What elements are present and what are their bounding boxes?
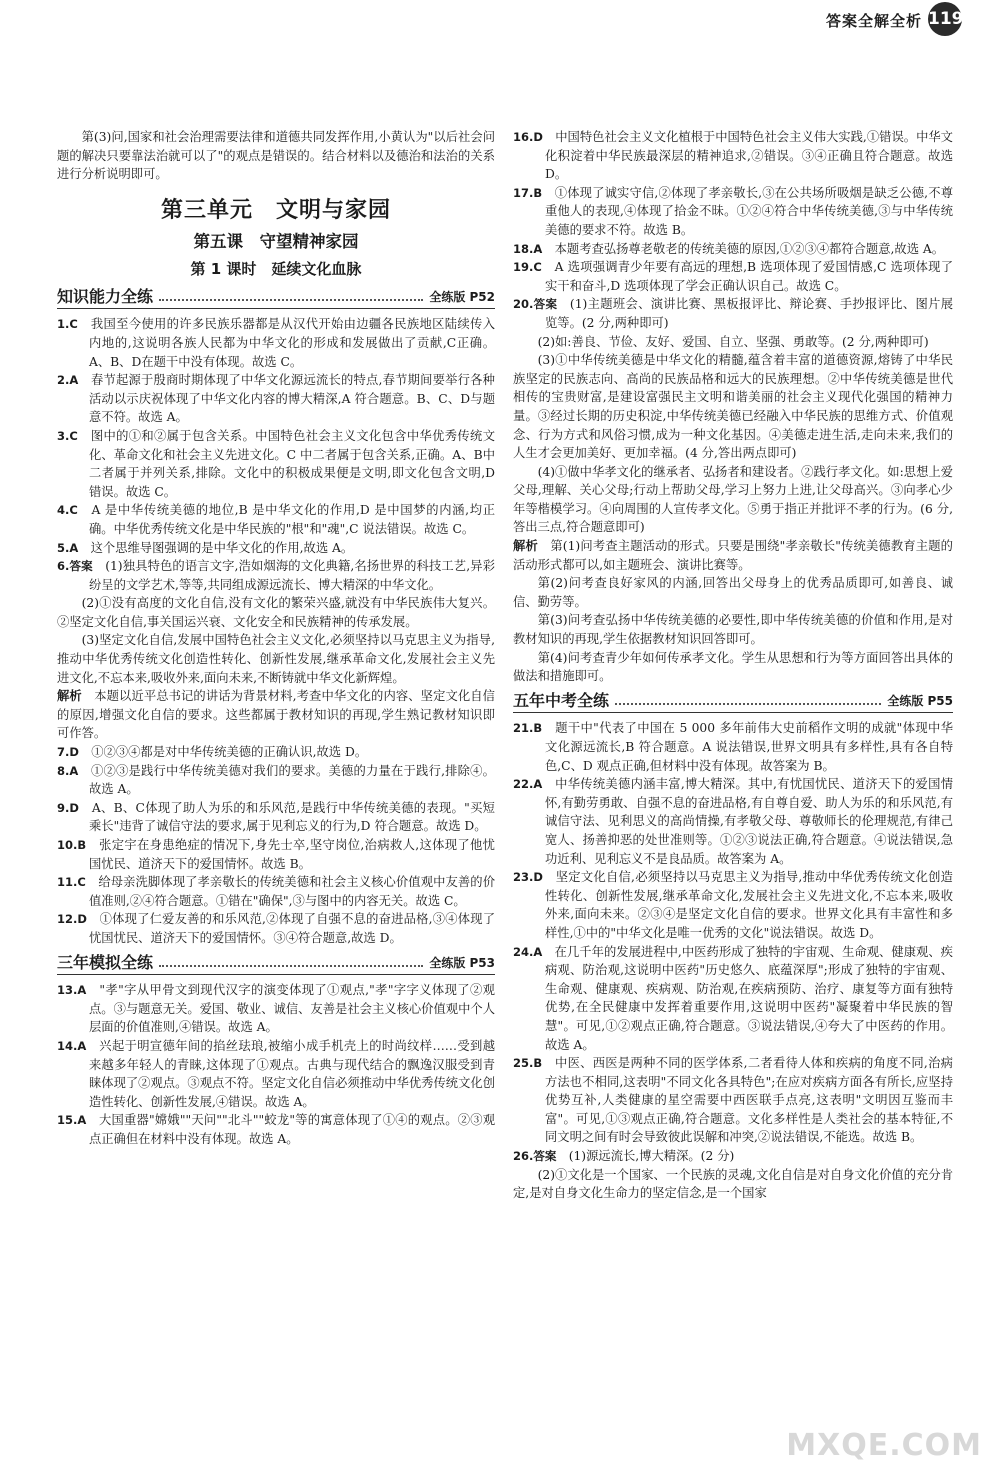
answer-item-20 [513, 295, 953, 685]
answer-item-6 [57, 557, 495, 743]
answer-text: ①②③是践行中华传统美德对我们的要求。美德的力量在于践行,排除④。故选 A。 [88, 763, 495, 797]
answer-paragraph: (2)①文化是一个国家、一个民族的灵魂,文化自信是对自身文化价值的充分肯定,是对自身文化生命力的坚定信念,是一个国家 [513, 1167, 953, 1201]
answer-number: 4.C [57, 503, 78, 518]
answer-text: 中华传统美德内涵丰富,博大精深。其中,有忧国忧民、道济天下的爱国情怀,有勤劳勇敢、自强不息的奋进品格,有自尊自爱、助人为乐的和乐风范,有诚信守法、见利思义的高尚情操,有孝敬父母、尊敬师长的伦理规范,有律己宽人、扬善抑恶的处世准则等。①②③说法正确,符合题意。④说法错误,急功近利、见利忘义不是良品质。故答案为 A。 [544, 777, 953, 866]
answer-item [513, 184, 953, 240]
analysis-tag: 解析 [57, 689, 82, 704]
answer-number: 14.A [57, 1038, 87, 1053]
answer-text: (1)独具特色的语言文字,浩如烟海的文化典籍,名扬世界的科技工艺,异彩纷呈的文学艺术,等等,共同组成源远流长、博大精深的中华文化。 [88, 559, 495, 592]
answer-text: (1)源远流长,博大精深。(2 分) [568, 1149, 735, 1164]
analysis-tag: 解析 [513, 539, 538, 554]
section-ref: 全练版 P55 [887, 693, 953, 708]
answer-text: 给母亲洗脚体现了孝亲敬长的传统美德和社会主义核心价值观中友善的价值准则,②④符合题意。①错在"确保",③与图中的内容无关。故选 C。 [88, 875, 495, 908]
section-divider [159, 299, 423, 301]
answer-number: 21.B [513, 721, 543, 736]
answer-item [57, 1037, 495, 1111]
answer-text: ①体现了仁爱友善的和乐风范,②体现了自强不息的奋进品格,③④体现了忧国忧民、道济天下的爱国情怀。③④符合题意,故选 D。 [88, 912, 495, 945]
section-name: 五年中考全练 [513, 690, 610, 710]
answer-number: 13.A [57, 983, 87, 998]
section-divider [159, 965, 423, 967]
answer-text: "孝"字从甲骨文到现代汉字的演变体现了①观点,"孝"字字义体现了②观点。③与题意无关。爱国、敬业、诚信、友善是社会主义核心价值观中个人层面的价值准则,④错误。故选 A。 [88, 983, 495, 1035]
answer-number: 17.B [513, 185, 543, 200]
answer-number: 23.D [513, 870, 543, 885]
answer-number: 9.D [57, 800, 79, 815]
section-header-knowledge [57, 288, 495, 310]
answer-paragraph [513, 1147, 953, 1166]
answer-text: 本题考查弘扬尊老敬老的传统美德的原因,①②③④都符合题意,故选 A。 [554, 241, 945, 256]
unit-title: 第三单元 文明与家园 [160, 197, 391, 223]
answer-text: 我国至今使用的许多民族乐器都是从汉代开始由边疆各民族地区陆续传入内地的,这说明各族人民都为中华文化的形成和发展做出了贡献,C正确。A、B、D在题干中没有体现。故选 C。 [88, 317, 495, 369]
answer-item [57, 799, 495, 836]
answer-text: 图中的①和②属于包含关系。中国特色社会主义文化包含中华优秀传统文化、革命文化和社会主义先进文化。C 中二者属于包含关系,正确。A、B中二者属于并列关系,排除。文化中的积极成果便是文明,即文化包含文明,D 错误。故选 C。 [88, 428, 495, 499]
answer-text: 题干中"代表了中国在 5 000 多年前伟大史前稻作文明的成就"体现中华文化源远流长,B 符合题意。A 说法错误,世界文明具有多样性,具有各自特色,C、D 观点正确,但材料中没有体现。故答案为 B。 [544, 721, 953, 773]
analysis-text: 本题以近平总书记的讲话为背景材料,考查中华文化的内容、坚定文化自信的原因,增强文化自信的要求。这些都属于教材知识的再现,学生熟记教材知识即可作答。 [57, 689, 495, 741]
answer-item [513, 719, 953, 775]
analysis-paragraph: 第(3)问考查弘扬中华传统美德的必要性,即中华传统美德的价值和作用,是对教材知识的再现,学生依据教材知识回答即可。 [513, 613, 953, 647]
answer-text: A 选项强调青少年要有高远的理想,B 选项体现了爱国情感,C 选项体现了实干和奋斗,D 选项体现了学会正确认识自己。故选 C。 [544, 260, 953, 293]
answer-item [513, 258, 953, 295]
title-block [57, 194, 495, 282]
answer-text: 在几千年的发展进程中,中医药形成了独特的宇宙观、生命观、健康观、疾病观、防治观,这说明中医药"历史悠久、底蕴深厚";形成了独特的宇宙观、生命观、健康观、疾病观、防治观,在疾病预防、治疗、康复等方面有独特优势,在全民健康中发挥着重要作用,这说明中医药"凝聚着中华民族的智慧"。可见,①②观点正确,符合题意。③说法错误,④夸大了中医药的作用。故选 A。 [544, 944, 953, 1052]
answer-number: 7.D [57, 745, 79, 760]
answer-number: 15.A [57, 1113, 87, 1128]
answer-item [57, 1111, 495, 1148]
answer-item [57, 539, 495, 558]
section-ref: 全练版 P52 [429, 289, 495, 304]
answer-text: ①体现了诚实守信,②体现了孝亲敬长,③在公共场所吸烟是缺乏公德,不尊重他人的表现,④体现了拾金不昧。①②④符合中华传统美德,③与中华传统美德的要求不符。故选 B。 [544, 185, 953, 237]
answer-paragraph: (3)坚定文化自信,发展中国特色社会主义文化,必须坚持以马克思主义为指导,推动中华优秀传统文化创造性转化、创新性发展,继承革命文化,发展社会主义先进文化,不忘本来,吸收外来,面向未来,不断铸就中华文化新辉煌。 [57, 633, 495, 685]
answer-number: 24.A [513, 944, 543, 959]
answer-paragraph: (3)①中华传统美德是中华文化的精髓,蕴含着丰富的道德资源,熔铸了中华民族坚定的民族志向、高尚的民族品格和远大的民族理想。②中华传统美德是世代相传的宝贵财富,是建设富强民主文明和谐美丽的社会主义现代化强国的精神力量。③经过长期的历史积淀,中华传统美德已经融入中华民族的思维方式、价值观念、行为方式和风俗习惯,成为一种文化基因。④美德走进生活,走向未来,我们的人生才会更加美好、更加幸福。(4 分,答出两点即可) [513, 353, 953, 461]
right-column [513, 128, 953, 1203]
answer-text: 这个思维导图强调的是中华文化的作用,故选 A。 [90, 540, 354, 555]
answer-list [57, 981, 495, 1148]
analysis-paragraph: 第(2)问考查良好家风的内涵,回答出父母身上的优秀品质即可,如善良、诚信、勤劳等。 [513, 576, 953, 609]
answer-list [57, 315, 495, 557]
analysis-paragraph [513, 537, 953, 574]
answer-paragraph: (2)如:善良、节俭、友好、爱国、自立、坚强、勇敢等。(2 分,两种即可) [537, 334, 929, 349]
answer-text: 兴起于明宣德年间的掐丝珐琅,被缩小成手机壳上的时尚纹样……受到越来越多年轻人的青睐,这体现了①观点。古典与现代结合的飘逸汉服受到青睐体现了②观点。③观点不符。坚定文化自信必须推动中华优秀传统文化创造性转化、创新性发展,④错误。故选 A。 [88, 1038, 495, 1109]
page-header [0, 0, 1000, 38]
header-title: 答案全解全析 [825, 12, 922, 30]
answer-number: 20.答案 [513, 297, 558, 312]
answer-number: 3.C [57, 428, 78, 443]
answer-number: 5.A [57, 540, 79, 555]
section-header-three-year [57, 954, 495, 976]
period-title: 第 1 课时 延续文化血脉 [190, 259, 362, 278]
answer-text: ①②③④都是对中华传统美德的正确认识,故选 D。 [91, 745, 368, 760]
answer-list [57, 743, 495, 948]
answer-paragraph: (2)①没有高度的文化自信,没有文化的繁荣兴盛,就没有中华民族伟大复兴。②坚定文化自信,事关国运兴衰、文化安全和民族精神的传承发展。 [57, 596, 495, 629]
answer-text: 坚定文化自信,必须坚持以马克思主义为指导,推动中华优秀传统文化创造性转化、创新性发展,继承革命文化,发展社会主义先进文化,不忘本来,吸收外来,面向未来。②③④是坚定文化自信的要求。世界文化具有丰富性和多样性,①中的"中华文化是唯一优秀的文化"说法错误。故选 D。 [544, 870, 953, 940]
answer-item [57, 427, 495, 501]
answer-text: A 是中华传统美德的地位,B 是中华文化的作用,D 是中国梦的内涵,均正确。中华优秀传统文化是中华民族的"根"和"魂",C 说法错误。故选 C。 [88, 503, 495, 536]
answer-item [513, 1054, 953, 1147]
answer-item-26 [513, 1147, 953, 1203]
answer-text: 中国特色社会主义文化植根于中国特色社会主义伟大实践,①错误。中华文化积淀着中华民族最深层的精神追求,②错误。③④正确且符合题意。故选 D。 [544, 130, 953, 182]
section-name: 知识能力全练 [57, 286, 154, 306]
answer-item [513, 943, 953, 1055]
answer-paragraph [57, 557, 495, 594]
answer-item [57, 743, 495, 762]
answer-item [57, 981, 495, 1037]
answer-text: (1)主题班会、演讲比赛、黑板报评比、辩论赛、手抄报评比、图片展览等。(2 分,两种即可) [544, 297, 953, 330]
answer-number: 11.C [57, 875, 86, 890]
answer-paragraph [513, 295, 953, 332]
site-watermark: MXQE.COM [786, 1428, 982, 1463]
answer-item [513, 868, 953, 942]
answer-number: 25.B [513, 1056, 543, 1071]
answer-item [57, 873, 495, 910]
answer-number: 18.A [513, 241, 543, 256]
answer-number: 16.D [513, 130, 543, 144]
answer-text: A、B、C体现了助人为乐的和乐风范,是践行中华传统美德的表现。"买短乘长"违背了诚信守法的要求,属于见利忘义的行为,D 符合题意。故选 D。 [88, 800, 495, 834]
answer-list [513, 128, 953, 295]
intro-paragraph: 第(3)问,国家和社会治理需要法律和道德共同发挥作用,小黄认为"以后社会问题的解决只要靠法治就可以了"的观点是错误的。结合材料以及德治和法治的关系进行分析说明即可。 [57, 130, 495, 182]
analysis-paragraph [57, 687, 495, 743]
answer-item [57, 501, 495, 538]
answer-number: 8.A [57, 763, 79, 778]
section-header-five-year [513, 692, 953, 714]
answer-paragraph: (4)①做中华孝文化的继承者、弘扬者和建设者。②践行孝文化。如:思想上爱父母,理解、关心父母;行动上帮助父母,学习上努力上进,让父母高兴。③向孝心少年等楷模学习。④向周围的人宣传孝文化。⑤勇于指正并批评不孝的行为。(6 分,答出三点,符合题意即可) [513, 464, 953, 535]
answer-number: 19.C [513, 260, 542, 275]
answer-number: 6.答案 [57, 559, 93, 574]
lesson-title: 第五课 守望精神家园 [193, 231, 359, 251]
answer-item [57, 315, 495, 371]
answer-text: 中医、西医是两种不同的医学体系,二者看待人体和疾病的角度不同,治病方法也不相同,这表明"不同文化各具特色";在应对疾病方面各有所长,应坚持优势互补,人类健康的星空需要中西医联手点亮,这表明"文明因互鉴而丰富"。可见,①③观点正确,符合题意。文化多样性是人类社会的基本特征,不同文明之间有时会导致彼此误解和冲突,②说法错误,不能选。故选 B。 [544, 1056, 953, 1145]
left-column [57, 128, 495, 1149]
answer-item [57, 836, 495, 873]
answer-text: 春节起源于殷商时期体现了中华文化源远流长的特点,春节期间要举行各种活动以示庆祝体现了中华文化内容的博大精深,A 符合题意。B、C、D与题意不符。故选 A。 [88, 373, 495, 425]
answer-number: 12.D [57, 912, 87, 927]
answer-item [513, 775, 953, 868]
page-number: 119 [928, 2, 962, 36]
answer-item [57, 910, 495, 947]
answer-item [57, 762, 495, 799]
answer-text: 张定宇在身患绝症的情况下,身先士卒,坚守岗位,治病救人,这体现了他忧国忧民、道济天下的爱国情怀。故选 B。 [88, 838, 495, 871]
answer-number: 2.A [57, 373, 79, 388]
answer-list [513, 719, 953, 1147]
answer-text: 大国重器"嫦娥""天问""北斗""蛟龙"等的寓意体现了①④的观点。②③观点正确但在材料中没有体现。故选 A。 [88, 1113, 495, 1146]
answer-number: 10.B [57, 838, 87, 852]
section-ref: 全练版 P53 [429, 955, 495, 970]
answer-number: 22.A [513, 777, 543, 792]
section-divider [615, 703, 881, 705]
answer-item [57, 371, 495, 427]
analysis-paragraph: 第(4)问考查青少年如何传承孝文化。学生从思想和行为等方面回答出具体的做法和措施即可。 [513, 650, 953, 684]
section-name: 三年模拟全练 [57, 952, 154, 972]
answer-item [513, 128, 953, 184]
analysis-text: 第(1)问考查主题活动的形式。只要是围绕"孝亲敬长"传统美德教育主题的活动形式都可以,如主题班会、演讲比赛等。 [513, 539, 953, 572]
answer-item [513, 240, 953, 259]
answer-number: 1.C [57, 317, 78, 332]
answer-number: 26.答案 [513, 1149, 557, 1164]
